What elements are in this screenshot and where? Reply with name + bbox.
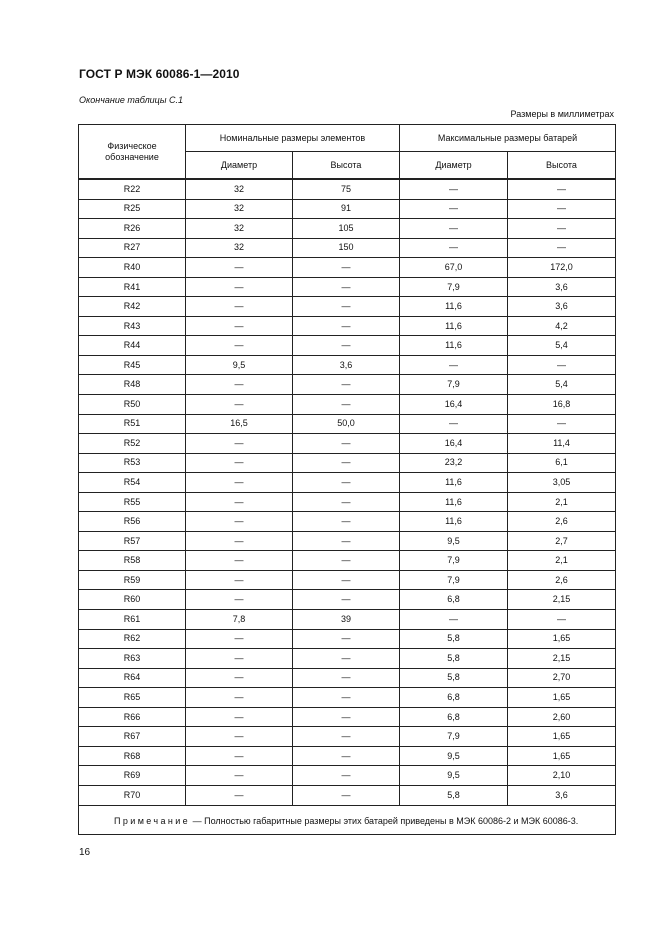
cell-max-diameter: 5,8 [400,668,508,688]
cell-designation: R63 [79,649,186,669]
cell-max-height: 172,0 [508,258,616,278]
header-max-group: Максимальные размеры батарей [400,125,616,152]
cell-nominal-height: — [293,297,400,317]
cell-max-height: 1,65 [508,746,616,766]
note-label: Примечание [114,815,191,826]
cell-designation: R22 [79,179,186,199]
cell-max-diameter: 9,5 [400,746,508,766]
table-row [79,785,616,805]
cell-designation: R64 [79,668,186,688]
cell-max-height: 2,15 [508,649,616,669]
cell-designation: R67 [79,727,186,747]
cell-nominal-diameter: — [186,707,293,727]
cell-max-diameter: 67,0 [400,258,508,278]
cell-nominal-diameter: 32 [186,179,293,199]
cell-designation: R66 [79,707,186,727]
cell-nominal-height: — [293,512,400,532]
cell-max-height: — [508,219,616,239]
cell-designation: R27 [79,238,186,258]
cell-designation: R48 [79,375,186,395]
cell-designation: R43 [79,316,186,336]
cell-max-height: 6,1 [508,453,616,473]
table-row [79,179,616,199]
table-row [79,746,616,766]
cell-nominal-height: — [293,785,400,805]
cell-nominal-diameter: — [186,590,293,610]
cell-max-diameter: 7,9 [400,727,508,747]
cell-max-diameter: 6,8 [400,707,508,727]
table-caption: Окончание таблицы С.1 [79,95,183,105]
cell-designation: R45 [79,355,186,375]
cell-nominal-height: — [293,668,400,688]
cell-designation: R51 [79,414,186,434]
cell-nominal-height: — [293,707,400,727]
cell-max-height: — [508,199,616,219]
table-row [79,649,616,669]
cell-max-height: 11,4 [508,434,616,454]
cell-max-height: 2,6 [508,512,616,532]
cell-max-diameter: 5,8 [400,629,508,649]
cell-max-diameter: 6,8 [400,688,508,708]
cell-max-diameter: 11,6 [400,473,508,493]
cell-nominal-height: — [293,473,400,493]
cell-nominal-diameter: — [186,316,293,336]
dimensions-table [78,124,616,835]
table-row [79,277,616,297]
table-row [79,512,616,532]
cell-nominal-height: — [293,551,400,571]
cell-max-height: — [508,179,616,199]
cell-nominal-diameter: — [186,395,293,415]
cell-max-diameter: 11,6 [400,492,508,512]
cell-nominal-diameter: — [186,336,293,356]
cell-nominal-height: — [293,336,400,356]
table-row [79,590,616,610]
header-max-diameter: Диаметр [400,152,508,180]
cell-max-diameter: 11,6 [400,316,508,336]
table-row [79,355,616,375]
cell-nominal-height: — [293,746,400,766]
cell-nominal-height: — [293,766,400,786]
cell-designation: R26 [79,219,186,239]
cell-designation: R60 [79,590,186,610]
table-row [79,688,616,708]
cell-max-height: 2,60 [508,707,616,727]
cell-nominal-diameter: — [186,277,293,297]
table-row [79,707,616,727]
cell-nominal-height: — [293,434,400,454]
cell-max-height: — [508,610,616,630]
cell-nominal-height: — [293,629,400,649]
cell-nominal-diameter: — [186,473,293,493]
cell-max-height: 2,6 [508,570,616,590]
cell-max-height: 3,6 [508,297,616,317]
cell-max-diameter: 9,5 [400,766,508,786]
table-header [79,125,616,180]
cell-nominal-height: — [293,375,400,395]
header-nominal-group: Номинальные размеры элементов [186,125,400,152]
cell-nominal-height: — [293,531,400,551]
cell-nominal-diameter: — [186,727,293,747]
table-row [79,668,616,688]
table-row [79,199,616,219]
cell-max-diameter: 7,9 [400,277,508,297]
cell-max-height: 1,65 [508,688,616,708]
cell-nominal-height: 105 [293,219,400,239]
cell-max-height: 2,15 [508,590,616,610]
cell-nominal-diameter: — [186,629,293,649]
cell-nominal-height: 39 [293,610,400,630]
table-note [79,805,616,834]
cell-designation: R59 [79,570,186,590]
cell-nominal-diameter: — [186,746,293,766]
cell-max-diameter: — [400,199,508,219]
cell-designation: R68 [79,746,186,766]
cell-max-height: 3,05 [508,473,616,493]
cell-nominal-height: 3,6 [293,355,400,375]
cell-designation: R58 [79,551,186,571]
cell-nominal-height: 75 [293,179,400,199]
cell-max-diameter: — [400,179,508,199]
cell-designation: R56 [79,512,186,532]
cell-nominal-diameter: 16,5 [186,414,293,434]
cell-nominal-diameter: — [186,512,293,532]
cell-nominal-height: — [293,492,400,512]
cell-max-height: 2,1 [508,551,616,571]
table-row [79,570,616,590]
table-row [79,395,616,415]
cell-max-height: 3,6 [508,277,616,297]
units-label: Размеры в миллиметрах [510,109,614,119]
table-row [79,531,616,551]
table-row [79,434,616,454]
cell-max-diameter: 11,6 [400,336,508,356]
cell-max-diameter: 5,8 [400,785,508,805]
table-row [79,727,616,747]
cell-designation: R41 [79,277,186,297]
cell-nominal-height: 91 [293,199,400,219]
cell-designation: R54 [79,473,186,493]
cell-designation: R25 [79,199,186,219]
cell-designation: R57 [79,531,186,551]
cell-max-height: — [508,238,616,258]
cell-nominal-height: — [293,395,400,415]
cell-nominal-diameter: 9,5 [186,355,293,375]
cell-max-diameter: — [400,238,508,258]
table-row [79,414,616,434]
cell-max-diameter: 5,8 [400,649,508,669]
cell-max-height: 5,4 [508,336,616,356]
cell-nominal-height: — [293,688,400,708]
cell-max-diameter: — [400,414,508,434]
page-number: 16 [79,847,91,858]
cell-nominal-diameter: — [186,688,293,708]
cell-designation: R62 [79,629,186,649]
cell-nominal-diameter: — [186,531,293,551]
cell-nominal-diameter: — [186,297,293,317]
cell-max-height: 2,10 [508,766,616,786]
cell-nominal-diameter: 32 [186,199,293,219]
cell-max-diameter: 7,9 [400,570,508,590]
cell-max-diameter: 6,8 [400,590,508,610]
cell-designation: R40 [79,258,186,278]
cell-designation: R55 [79,492,186,512]
cell-designation: R65 [79,688,186,708]
cell-nominal-height: — [293,258,400,278]
cell-designation: R61 [79,610,186,630]
cell-nominal-diameter: — [186,785,293,805]
cell-designation: R69 [79,766,186,786]
cell-nominal-height: — [293,316,400,336]
table-row [79,473,616,493]
cell-nominal-diameter: 32 [186,238,293,258]
cell-max-diameter: 16,4 [400,434,508,454]
cell-nominal-height: — [293,570,400,590]
table-body [79,179,616,805]
header-max-height: Высота [508,152,616,180]
cell-nominal-diameter: 32 [186,219,293,239]
cell-max-diameter: 11,6 [400,297,508,317]
cell-max-diameter: 23,2 [400,453,508,473]
cell-nominal-height: — [293,453,400,473]
cell-max-height: 2,7 [508,531,616,551]
cell-nominal-height: — [293,649,400,669]
table-row [79,316,616,336]
table-row [79,492,616,512]
cell-max-diameter: — [400,219,508,239]
cell-max-diameter: 16,4 [400,395,508,415]
cell-nominal-diameter: — [186,492,293,512]
cell-nominal-diameter: — [186,375,293,395]
cell-nominal-height: — [293,277,400,297]
cell-nominal-diameter: — [186,668,293,688]
cell-designation: R70 [79,785,186,805]
cell-max-height: 1,65 [508,629,616,649]
table-row [79,258,616,278]
cell-designation: R50 [79,395,186,415]
header-nominal-height: Высота [293,152,400,180]
cell-nominal-height: 50,0 [293,414,400,434]
table-row [79,610,616,630]
cell-max-diameter: 11,6 [400,512,508,532]
cell-max-height: 3,6 [508,785,616,805]
table-row [79,297,616,317]
note-text: — Полностью габаритные размеры этих батарей приведены в МЭК 60086-2 и МЭК 60086-3. [192,815,579,826]
cell-max-diameter: 7,9 [400,375,508,395]
table-row [79,453,616,473]
cell-nominal-height: — [293,727,400,747]
cell-designation: R42 [79,297,186,317]
cell-max-height: 4,2 [508,316,616,336]
cell-max-height: — [508,355,616,375]
cell-max-diameter: — [400,610,508,630]
cell-max-height: 16,8 [508,395,616,415]
cell-max-diameter: — [400,355,508,375]
cell-nominal-diameter: 7,8 [186,610,293,630]
table-row [79,766,616,786]
cell-designation: R44 [79,336,186,356]
cell-nominal-diameter: — [186,570,293,590]
cell-nominal-diameter: — [186,649,293,669]
cell-nominal-height: — [293,590,400,610]
cell-max-diameter: 9,5 [400,531,508,551]
cell-max-height: 5,4 [508,375,616,395]
cell-nominal-diameter: — [186,258,293,278]
cell-max-height: 2,1 [508,492,616,512]
document-title: ГОСТ Р МЭК 60086-1—2010 [79,67,240,81]
cell-nominal-diameter: — [186,453,293,473]
header-designation: Физическое обозначение [79,125,186,180]
cell-nominal-diameter: — [186,766,293,786]
table-row [79,551,616,571]
cell-nominal-height: 150 [293,238,400,258]
cell-max-diameter: 7,9 [400,551,508,571]
cell-designation: R53 [79,453,186,473]
table-row [79,219,616,239]
cell-max-height: — [508,414,616,434]
cell-nominal-diameter: — [186,551,293,571]
table-row [79,375,616,395]
table-row [79,629,616,649]
cell-max-height: 2,70 [508,668,616,688]
cell-designation: R52 [79,434,186,454]
table-row [79,238,616,258]
header-nominal-diameter: Диаметр [186,152,293,180]
cell-max-height: 1,65 [508,727,616,747]
table-row [79,336,616,356]
cell-nominal-diameter: — [186,434,293,454]
